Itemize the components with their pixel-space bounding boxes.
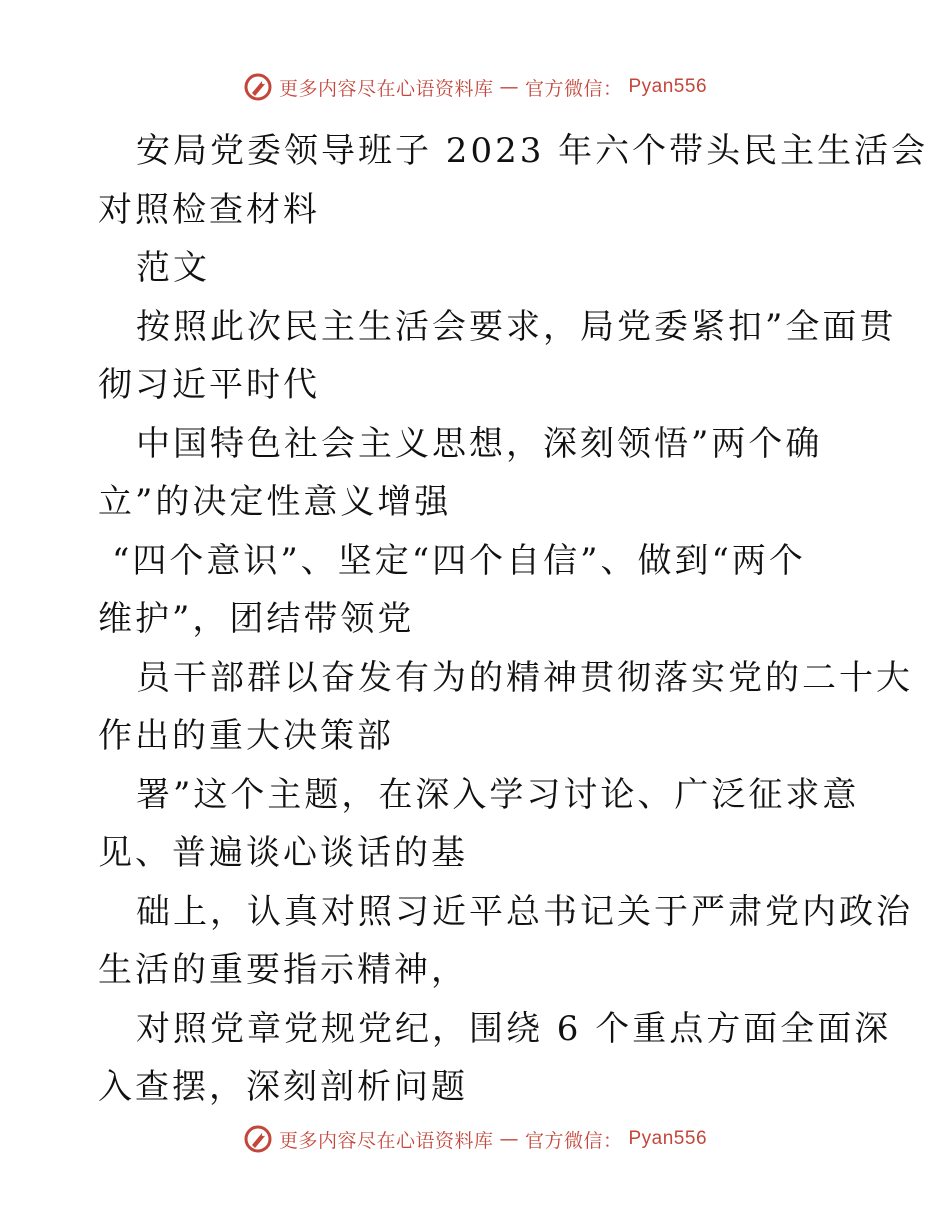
watermark-account: Pyan556 <box>628 1128 708 1149</box>
watermark-account: Pyan556 <box>628 76 708 97</box>
text-line: 范文 <box>136 248 210 288</box>
text-line: 生活的重要指示精神， <box>98 950 468 990</box>
text-line: “四个意识”、坚定“四个自信”、做到“两个 <box>112 540 806 581</box>
text-line: 按照此次民主生活会要求，局党委紧扣”全面贯 <box>136 306 897 347</box>
text-line: 对照党章党规党纪，围绕 6 个重点方面全面深 <box>136 1008 892 1049</box>
text-line: 安局党委领导班子 2023 年六个带头民主生活会 <box>136 131 929 171</box>
watermark-separator: — <box>499 76 519 98</box>
text-line: 础上，认真对照习近平总书记关于严肃党内政治 <box>136 891 913 932</box>
text-line: 入查摆，深刻剖析问题 <box>98 1067 468 1107</box>
text-line: 员干部群以奋发有为的精神贯彻落实党的二十大 <box>136 657 913 698</box>
document-body <box>98 122 929 1117</box>
header-watermark <box>0 72 950 102</box>
text-line: 见、普遍谈心谈话的基 <box>98 833 468 873</box>
watermark-sub-text: 官方微信： <box>524 1129 623 1152</box>
watermark-main-text: 更多内容尽在心语资料库 <box>278 77 494 100</box>
text-line: 彻习近平时代 <box>98 365 320 405</box>
text-line: 立”的决定性意义增强 <box>98 482 452 522</box>
watermark-main-text: 更多内容尽在心语资料库 <box>278 1129 494 1152</box>
text-line: 维护”，团结带领党 <box>98 599 415 639</box>
text-line: 对照检查材料 <box>98 189 320 230</box>
watermark-sub-text: 官方微信： <box>524 77 623 100</box>
text-line: 作出的重大决策部 <box>98 716 394 756</box>
pen-nib-circle-icon <box>243 1124 273 1154</box>
pen-nib-circle-icon <box>243 72 273 102</box>
footer-watermark <box>0 1124 950 1154</box>
text-line: 中国特色社会主义思想，深刻领悟”两个确 <box>136 423 823 464</box>
watermark-separator: — <box>499 1128 519 1150</box>
text-line: 署”这个主题，在深入学习讨论、广泛征求意 <box>136 774 860 815</box>
